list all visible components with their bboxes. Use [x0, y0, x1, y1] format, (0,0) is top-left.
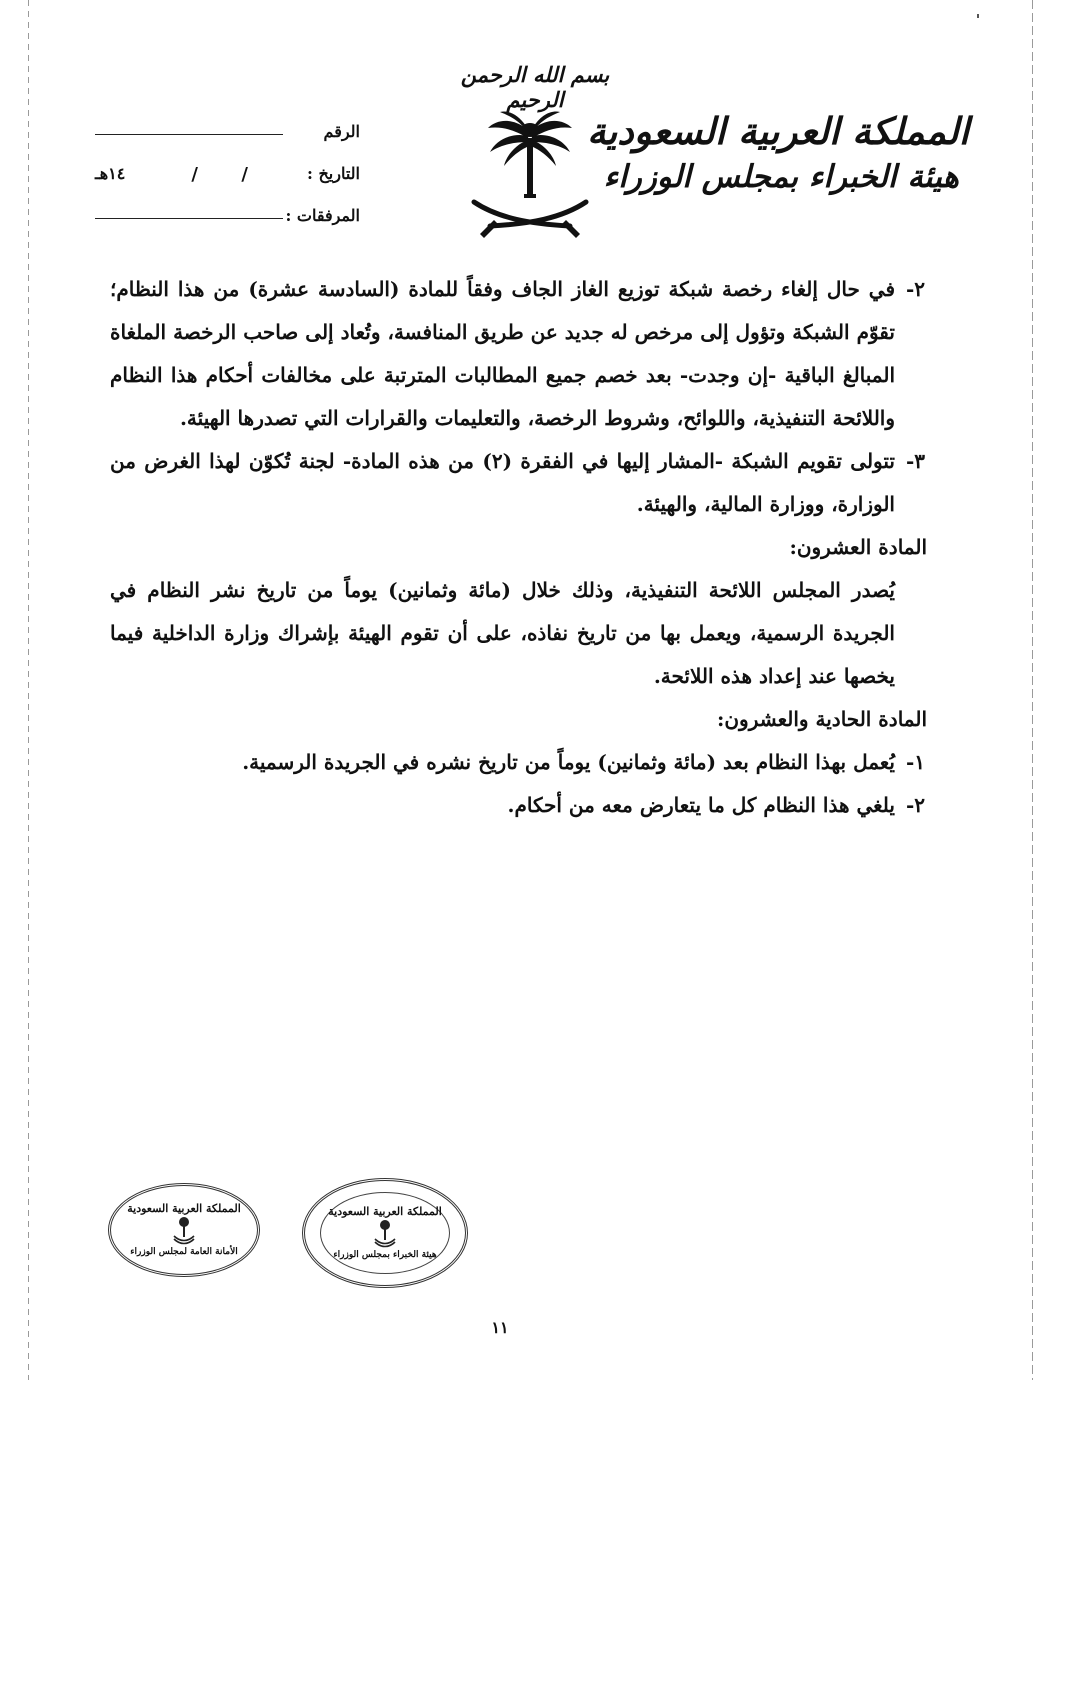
general-secretariat-seal [108, 1183, 260, 1277]
scan-edge-left [28, 0, 29, 1380]
item-text: تتولى تقويم الشبكة -المشار إليها في الفقرة (٢) من هذه المادة- لجنة تُكوّن لهذا الغرض من الوزارة، ووزارة المالية، والهيئة. [110, 449, 895, 516]
article20-text: يُصدر المجلس اللائحة التنفيذية، وذلك خلال (مائة وثمانين) يوماً من تاريخ نشر النظام في الجريدة الرسمية، ويعمل بها من تاريخ نفاذه، على أن تقوم الهيئة بإشراك وزارة الداخلية فيما يخصها عند إعداد هذه اللائحة. [110, 578, 895, 688]
palm-swords-emblem-icon [468, 108, 592, 248]
article20-heading: المادة العشرون: [789, 535, 927, 559]
page-number: ١١ [491, 1318, 509, 1337]
reference-number-label: الرقم [323, 122, 360, 141]
date-separator: / [191, 164, 198, 185]
document-body [110, 268, 925, 827]
article21-item-2 [110, 784, 925, 827]
seal-bottom-text: الأمانة العامة لمجلس الوزراء [130, 1247, 238, 1257]
reference-number-row [95, 118, 360, 160]
reference-number-line [95, 134, 283, 135]
item-number: ٣- [905, 449, 925, 473]
attachments-label: المرفقات : [285, 206, 360, 225]
date-year: ١٤هـ [95, 164, 126, 183]
item-number: ٢- [905, 793, 925, 817]
seal-emblem-icon [372, 1219, 398, 1249]
item-text: في حال إلغاء رخصة شبكة توزيع الغاز الجاف وفقاً للمادة (السادسة عشرة) من هذا النظام؛ تقوّم الشبكة وتؤول إلى مرخص له جديد عن طريق المنافسة، وتُعاد إلى صاحب الرخصة الملغاة المبالغ الباقية -إن وجدت- بعد خصم جميع المطالبات المترتبة على مخالفات أحكام هذا النظام واللائحة التنفيذية، واللوائح، وشروط الرخصة، والتعليمات والقرارات التي تصدرها الهيئة. [110, 277, 896, 430]
date-separator: / [241, 164, 248, 185]
item-text: يلغي هذا النظام كل ما يتعارض معه من أحكام. [507, 793, 895, 817]
item-text: يُعمل بهذا النظام بعد (مائة وثمانين) يوماً من تاريخ نشره في الجريدة الرسمية. [242, 750, 895, 774]
kingdom-name: المملكة العربية السعودية [587, 109, 969, 153]
seal-top-text: المملكة العربية السعودية [328, 1205, 442, 1218]
item-number: ٢- [905, 277, 925, 301]
seal-top-text: المملكة العربية السعودية [127, 1202, 241, 1215]
article21-heading: المادة الحادية والعشرون: [716, 707, 927, 731]
letterhead [587, 108, 969, 200]
attachments-line [95, 218, 283, 219]
scan-edge-right [1032, 0, 1033, 1380]
scan-speck [977, 14, 979, 18]
seal-bottom-text: هيئة الخبراء بمجلس الوزراء [333, 1250, 437, 1260]
council-name: هيئة الخبراء بمجلس الوزراء [603, 159, 959, 195]
basmala: بسم الله الرحمن الرحيم [460, 62, 610, 112]
experts-commission-seal [302, 1178, 468, 1288]
article19-item-3 [110, 440, 925, 526]
attachments-row [95, 202, 360, 244]
date-row [95, 160, 360, 202]
article21-item-1 [110, 741, 925, 784]
date-label: التاريخ : [306, 164, 360, 183]
reference-fields [95, 118, 360, 244]
seal-inner-ring [320, 1192, 450, 1274]
seal-emblem-icon [171, 1216, 197, 1246]
article19-item-2 [110, 268, 925, 440]
item-number: ١- [905, 750, 925, 774]
